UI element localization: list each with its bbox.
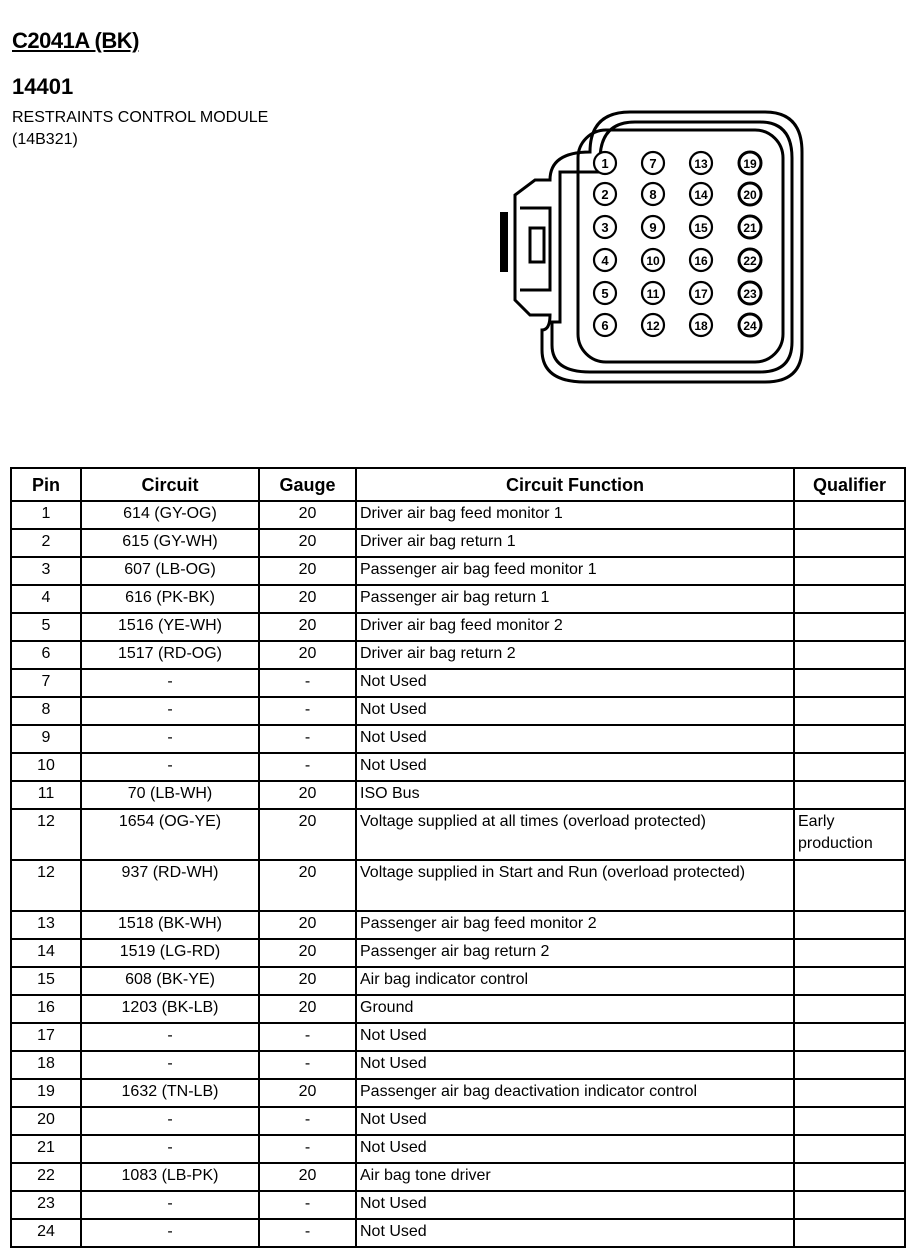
pin-cell: 1 — [11, 501, 81, 529]
circuit-cell: 616 (PK-BK) — [81, 585, 259, 613]
table-row — [11, 781, 905, 809]
pin-number: 17 — [694, 287, 708, 301]
gauge-cell: - — [259, 1191, 356, 1219]
function-cell: Driver air bag feed monitor 2 — [356, 613, 794, 641]
function-cell: Passenger air bag return 1 — [356, 585, 794, 613]
circuit-cell: 615 (GY-WH) — [81, 529, 259, 557]
pin-number: 20 — [743, 188, 757, 202]
circuit-cell: - — [81, 1107, 259, 1135]
qualifier-cell — [794, 1219, 905, 1247]
gauge-cell: - — [259, 1135, 356, 1163]
circuit-cell: 1083 (LB-PK) — [81, 1163, 259, 1191]
function-cell: Passenger air bag return 2 — [356, 939, 794, 967]
table-row — [11, 1163, 905, 1191]
function-cell: Not Used — [356, 753, 794, 781]
pin-cell: 21 — [11, 1135, 81, 1163]
pin-number: 14 — [694, 188, 708, 202]
pin-number: 1 — [601, 156, 609, 171]
table-row — [11, 669, 905, 697]
pin-number: 15 — [694, 221, 708, 235]
module-description — [12, 107, 268, 151]
qualifier-cell — [794, 967, 905, 995]
qualifier-cell — [794, 725, 905, 753]
function-cell: Not Used — [356, 1191, 794, 1219]
connector-pin — [642, 282, 664, 304]
qualifier-cell — [794, 995, 905, 1023]
table-row — [11, 753, 905, 781]
pin-number: 13 — [694, 157, 708, 171]
pin-number: 3 — [601, 220, 609, 235]
connector-id: C2041A (BK) — [12, 28, 139, 53]
pin-cell: 18 — [11, 1051, 81, 1079]
function-cell: Voltage supplied in Start and Run (overload protected) — [356, 860, 794, 911]
gauge-cell: 20 — [259, 911, 356, 939]
function-cell: Driver air bag return 1 — [356, 529, 794, 557]
gauge-cell: 20 — [259, 781, 356, 809]
gauge-cell: 20 — [259, 967, 356, 995]
table-row — [11, 967, 905, 995]
function-cell: Not Used — [356, 1219, 794, 1247]
table-row — [11, 860, 905, 911]
circuit-cell: 70 (LB-WH) — [81, 781, 259, 809]
latch-edge — [500, 212, 508, 272]
circuit-cell: 937 (RD-WH) — [81, 860, 259, 911]
pin-cell: 11 — [11, 781, 81, 809]
gauge-cell: 20 — [259, 995, 356, 1023]
table-row — [11, 1051, 905, 1079]
gauge-cell: 20 — [259, 585, 356, 613]
function-cell: Passenger air bag deactivation indicator control — [356, 1079, 794, 1107]
qualifier-cell — [794, 529, 905, 557]
function-cell: Not Used — [356, 1135, 794, 1163]
gauge-cell: - — [259, 725, 356, 753]
qualifier-cell — [794, 1163, 905, 1191]
qualifier-cell — [794, 753, 905, 781]
gauge-cell: - — [259, 753, 356, 781]
column-header-circuit-function: Circuit Function — [356, 468, 794, 501]
connector-pin — [690, 183, 712, 205]
circuit-cell: 608 (BK-YE) — [81, 967, 259, 995]
table-row — [11, 557, 905, 585]
connector-pin — [594, 249, 616, 271]
table-row — [11, 1107, 905, 1135]
qualifier-cell — [794, 585, 905, 613]
qualifier-cell — [794, 501, 905, 529]
table-row — [11, 613, 905, 641]
connector-pin — [642, 249, 664, 271]
table-row — [11, 1079, 905, 1107]
pin-number: 9 — [649, 220, 657, 235]
circuit-cell: - — [81, 697, 259, 725]
function-cell: Not Used — [356, 1107, 794, 1135]
function-cell: ISO Bus — [356, 781, 794, 809]
circuit-cell: 607 (LB-OG) — [81, 557, 259, 585]
pin-cell: 7 — [11, 669, 81, 697]
circuit-cell: - — [81, 1023, 259, 1051]
pin-cell: 13 — [11, 911, 81, 939]
circuit-cell: 1203 (BK-LB) — [81, 995, 259, 1023]
qualifier-cell — [794, 939, 905, 967]
function-cell: Not Used — [356, 1023, 794, 1051]
table-row — [11, 585, 905, 613]
pin-number: 6 — [601, 318, 609, 333]
table-row — [11, 1135, 905, 1163]
circuit-cell: - — [81, 725, 259, 753]
pin-cell: 19 — [11, 1079, 81, 1107]
qualifier-cell — [794, 860, 905, 911]
function-cell: Driver air bag feed monitor 1 — [356, 501, 794, 529]
function-cell: Voltage supplied at all times (overload protected) — [356, 809, 794, 860]
pin-cell: 4 — [11, 585, 81, 613]
connector-pin — [594, 314, 616, 336]
function-cell: Passenger air bag feed monitor 2 — [356, 911, 794, 939]
pin-number: 12 — [646, 319, 660, 333]
table-header-row — [11, 468, 905, 501]
table-row — [11, 995, 905, 1023]
gauge-cell: 20 — [259, 557, 356, 585]
pin-cell: 15 — [11, 967, 81, 995]
connector-pin — [594, 183, 616, 205]
connector-pin — [690, 152, 712, 174]
table-row — [11, 911, 905, 939]
pin-number: 8 — [649, 187, 657, 202]
qualifier-cell — [794, 697, 905, 725]
connector-pin — [690, 249, 712, 271]
connector-pin — [594, 216, 616, 238]
module-code: (14B321) — [12, 131, 78, 148]
gauge-cell: - — [259, 669, 356, 697]
gauge-cell: 20 — [259, 501, 356, 529]
circuit-cell: - — [81, 1191, 259, 1219]
pin-number: 7 — [649, 156, 657, 171]
circuit-cell: 1519 (LG-RD) — [81, 939, 259, 967]
pin-cell: 16 — [11, 995, 81, 1023]
pin-number: 10 — [646, 254, 660, 268]
table-row — [11, 529, 905, 557]
pin-cell: 12 — [11, 809, 81, 860]
pin-cell: 23 — [11, 1191, 81, 1219]
function-cell: Not Used — [356, 697, 794, 725]
qualifier-cell — [794, 1079, 905, 1107]
pin-number: 16 — [694, 254, 708, 268]
connector-pin — [690, 314, 712, 336]
circuit-cell: 1517 (RD-OG) — [81, 641, 259, 669]
gauge-cell: 20 — [259, 529, 356, 557]
connector-pin — [642, 152, 664, 174]
table-row — [11, 697, 905, 725]
gauge-cell: - — [259, 1107, 356, 1135]
pin-number: 22 — [743, 254, 757, 268]
connector-pin — [642, 183, 664, 205]
table-row — [11, 1191, 905, 1219]
pin-cell: 2 — [11, 529, 81, 557]
circuit-cell: 1632 (TN-LB) — [81, 1079, 259, 1107]
circuit-cell: - — [81, 669, 259, 697]
connector-pin — [739, 216, 761, 238]
table-row — [11, 809, 905, 860]
gauge-cell: - — [259, 697, 356, 725]
qualifier-cell — [794, 1023, 905, 1051]
qualifier-cell — [794, 1051, 905, 1079]
gauge-cell: 20 — [259, 860, 356, 911]
qualifier-cell: Early production — [794, 809, 905, 860]
function-cell: Not Used — [356, 725, 794, 753]
function-cell: Air bag tone driver — [356, 1163, 794, 1191]
table-row — [11, 1219, 905, 1247]
qualifier-cell — [794, 911, 905, 939]
circuit-cell: - — [81, 1219, 259, 1247]
function-cell: Ground — [356, 995, 794, 1023]
circuit-cell: 1654 (OG-YE) — [81, 809, 259, 860]
circuit-cell: 614 (GY-OG) — [81, 501, 259, 529]
table-row — [11, 501, 905, 529]
function-cell: Not Used — [356, 669, 794, 697]
function-cell: Air bag indicator control — [356, 967, 794, 995]
pin-cell: 12 — [11, 860, 81, 911]
pin-number: 18 — [694, 319, 708, 333]
pin-cell: 17 — [11, 1023, 81, 1051]
table-row — [11, 725, 905, 753]
qualifier-cell — [794, 641, 905, 669]
pin-cell: 8 — [11, 697, 81, 725]
connector-pin — [690, 216, 712, 238]
qualifier-cell — [794, 781, 905, 809]
part-number: 14401 — [12, 74, 74, 99]
connector-pin — [594, 282, 616, 304]
pin-number: 2 — [601, 187, 609, 202]
circuit-cell: 1518 (BK-WH) — [81, 911, 259, 939]
pin-cell: 3 — [11, 557, 81, 585]
qualifier-cell — [794, 613, 905, 641]
pin-number: 24 — [743, 319, 757, 333]
circuit-cell: - — [81, 1051, 259, 1079]
circuit-cell: - — [81, 1135, 259, 1163]
connector-pin — [739, 282, 761, 304]
connector-pin — [739, 152, 761, 174]
gauge-cell: - — [259, 1219, 356, 1247]
latch-tab — [530, 228, 544, 262]
pin-number: 11 — [646, 287, 660, 301]
function-cell: Driver air bag return 2 — [356, 641, 794, 669]
connector-pin — [642, 314, 664, 336]
circuit-cell: 1516 (YE-WH) — [81, 613, 259, 641]
table-row — [11, 939, 905, 967]
pin-cell: 14 — [11, 939, 81, 967]
connector-pin — [739, 249, 761, 271]
qualifier-cell — [794, 1191, 905, 1219]
circuit-cell: - — [81, 753, 259, 781]
column-header-pin: Pin — [11, 468, 81, 501]
pin-cell: 20 — [11, 1107, 81, 1135]
function-cell: Not Used — [356, 1051, 794, 1079]
connector-pin — [594, 152, 616, 174]
qualifier-cell — [794, 1135, 905, 1163]
pin-number: 5 — [601, 286, 609, 301]
pin-number: 4 — [601, 253, 609, 268]
gauge-cell: 20 — [259, 1079, 356, 1107]
column-header-qualifier: Qualifier — [794, 468, 905, 501]
gauge-cell: - — [259, 1023, 356, 1051]
pinout-table — [10, 467, 906, 1248]
qualifier-cell — [794, 669, 905, 697]
gauge-cell: 20 — [259, 1163, 356, 1191]
gauge-cell: 20 — [259, 613, 356, 641]
pin-cell: 24 — [11, 1219, 81, 1247]
table-row — [11, 641, 905, 669]
module-name: RESTRAINTS CONTROL MODULE — [12, 109, 269, 126]
pin-number: 19 — [743, 157, 757, 171]
column-header-circuit: Circuit — [81, 468, 259, 501]
connector-pin — [642, 216, 664, 238]
pin-cell: 9 — [11, 725, 81, 753]
pin-cell: 22 — [11, 1163, 81, 1191]
gauge-cell: 20 — [259, 939, 356, 967]
pin-number: 21 — [743, 221, 757, 235]
column-header-gauge: Gauge — [259, 468, 356, 501]
gauge-cell: 20 — [259, 641, 356, 669]
qualifier-cell — [794, 557, 905, 585]
pin-cell: 6 — [11, 641, 81, 669]
gauge-cell: 20 — [259, 809, 356, 860]
function-cell: Passenger air bag feed monitor 1 — [356, 557, 794, 585]
connector-face-diagram — [490, 100, 810, 390]
connector-pin — [739, 183, 761, 205]
qualifier-cell — [794, 1107, 905, 1135]
gauge-cell: - — [259, 1051, 356, 1079]
table-row — [11, 1023, 905, 1051]
pin-cell: 5 — [11, 613, 81, 641]
pin-number: 23 — [743, 287, 757, 301]
connector-pin — [739, 314, 761, 336]
connector-pin — [690, 282, 712, 304]
pin-cell: 10 — [11, 753, 81, 781]
